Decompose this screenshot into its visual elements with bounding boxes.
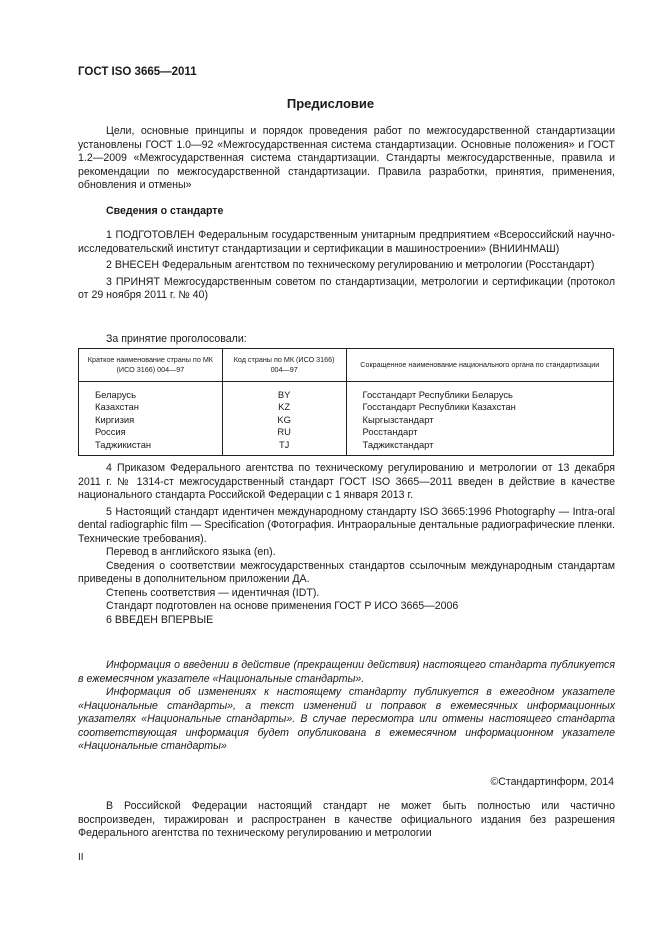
rights-paragraph: В Российской Федерации настоящий стандарт не может быть полностью или частично воспроизведен, тиражирован и распространен в качестве официального издания без разрешения Федерального агентства по техническому регулированию и метрологии xyxy=(78,800,615,839)
table-cell-body: Кыргызстандарт xyxy=(346,414,613,426)
item-4: 4 Приказом Федерального агентства по техническому регулированию и метрологии от 13 декабря 2011 г. № 1314-ст межгосударственный стандарт ГОСТ ISO 3665—2011 введен в действие в качестве национального стандарта Российской Федерации с 1 января 2013 г. xyxy=(78,462,615,501)
items-section xyxy=(78,462,615,627)
table-cell-country: Киргизия xyxy=(79,414,223,426)
table-cell-country: Таджикистан xyxy=(79,439,223,456)
table-header-body: Сокращенное наименование национального органа по стандартизации xyxy=(346,349,613,382)
intro-section xyxy=(78,125,615,193)
table-cell-country: Казахстан xyxy=(79,401,223,413)
item-5: 5 Настоящий стандарт идентичен международному стандарту ISO 3665:1996 Photography — Intra-oral dental radiographic film — Specification (Фотография. Интраоральные дентальные радиографические пленки. Технические требования). xyxy=(78,505,615,545)
item-conformity: Степень соответствия — идентичная (IDT). xyxy=(106,586,320,599)
table-cell-code: BY xyxy=(222,382,346,402)
info-item-2: 2 ВНЕСЕН Федеральным агентством по техническому регулированию и метрологии (Росстандарт) xyxy=(106,259,595,271)
table-cell-country: Беларусь xyxy=(79,382,223,402)
intro-paragraph: Цели, основные принципы и порядок проведения работ по межгосударственной стандартизации установлены ГОСТ 1.0—92 «Межгосударственная система стандартизации. Основные положения» и ГОСТ 1.2—2009 «Межгосударственная система стандартизации. Стандарты межгосударственные, правила и рекомендации по межгосударственной стандартизации. Правила разработки, принятия, применения, обновления и отмены» xyxy=(78,125,615,191)
notice-paragraph-1: Информация о введении в действие (прекращении действия) настоящего стандарта публикуется в ежемесячном указателе «Национальные стандарты». xyxy=(78,659,615,685)
table-header-code: Код страны по МК (ИСО 3166) 004—97 xyxy=(222,349,346,382)
table-cell-body: Госстандарт Республики Казахстан xyxy=(346,401,613,413)
table-cell-code: RU xyxy=(222,426,346,438)
item-translation: Перевод в английского языка (en). xyxy=(106,546,276,558)
item-references: Сведения о соответствии межгосударственных стандартов ссылочным международным стандартам приведены в дополнительном приложении ДА. xyxy=(78,559,615,585)
rights-section xyxy=(78,800,615,841)
item-6: 6 ВВЕДЕН ВПЕРВЫЕ xyxy=(106,613,214,626)
page-number: II xyxy=(78,852,84,863)
table-cell-body: Таджикстандарт xyxy=(346,439,613,456)
item-basis: Стандарт подготовлен на основе применения ГОСТ Р ИСО 3665—2006 xyxy=(106,600,459,612)
table-cell-code: TJ xyxy=(222,439,346,456)
voting-table xyxy=(78,348,614,456)
voted-label: За принятие проголосовали: xyxy=(106,333,247,345)
notice-paragraph-2: Информация об изменениях к настоящему стандарту публикуется в ежегодном указателе «Национальные стандарты», а текст изменений и поправок в ежемесячных информационных указателях «Национальные стандарты». В случае пересмотра или отмены настоящего стандарта соответствующая информация будет опубликована в ежемесячном информационном указателе «Национальные стандарты» xyxy=(78,686,615,752)
document-header: ГОСТ ISO 3665—2011 xyxy=(78,66,197,78)
table-cell-body: Госстандарт Республики Беларусь xyxy=(346,382,613,402)
copyright: ©Стандартинформ, 2014 xyxy=(490,776,614,788)
table-row xyxy=(79,414,614,426)
table-header-row xyxy=(79,349,614,382)
info-item-3: 3 ПРИНЯТ Межгосударственным советом по стандартизации, метрологии и сертификации (протокол от 29 ноября 2011 г. № 40) xyxy=(78,275,615,301)
table-row xyxy=(79,426,614,438)
table-cell-body: Росстандарт xyxy=(346,426,613,438)
info-section xyxy=(78,229,615,303)
table-row xyxy=(79,401,614,413)
table-cell-code: KG xyxy=(222,414,346,426)
table-row xyxy=(79,439,614,456)
table-cell-country: Россия xyxy=(79,426,223,438)
page-title: Предисловие xyxy=(286,96,375,111)
table-header-country: Краткое наименование страны по МК (ИСО 3166) 004—97 xyxy=(79,349,223,382)
table-cell-code: KZ xyxy=(222,401,346,413)
info-item-1: 1 ПОДГОТОВЛЕН Федеральным государственным унитарным предприятием «Всероссийский научно-исследовательский институт стандартизации и сертификации в машиностроении» (ВНИИНМАШ) xyxy=(78,229,615,255)
notice-section xyxy=(78,659,615,754)
info-heading: Сведения о стандарте xyxy=(106,205,224,217)
table-row xyxy=(79,382,614,402)
